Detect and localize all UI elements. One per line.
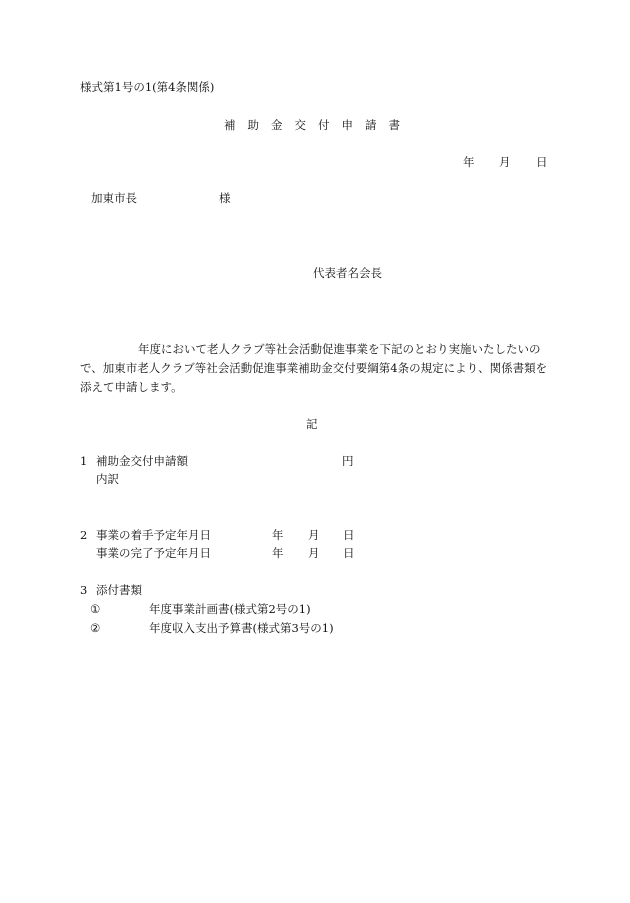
item-2-end-day: 日 [343, 546, 355, 560]
body-line-2: で、加東市老人クラブ等社会活動促進事業補助金交付要綱第4条の規定により、関係書類を [80, 361, 548, 375]
date-day: 日 [536, 155, 548, 169]
attachment-1-mark: ① [90, 602, 101, 616]
date-year: 年 [463, 155, 475, 169]
item-1-unit: 円 [342, 454, 354, 468]
item-2-end-label: 事業の完了予定年月日 [96, 546, 211, 560]
item-2-start-year: 年 [272, 528, 284, 542]
item-2-start-day: 日 [343, 528, 355, 542]
item-2-start-month: 月 [308, 528, 320, 542]
representative-label: 代表者名会長 [313, 266, 382, 280]
attachment-2-mark: ② [90, 621, 101, 635]
attachment-1-text: 年度事業計画書(様式第2号の1) [149, 602, 311, 616]
body-line-3: 添えて申請します。 [80, 380, 183, 394]
addressee-name: 加東市長 [91, 191, 137, 205]
item-2-start-label: 事業の着手予定年月日 [96, 528, 211, 542]
item-3-label: 添付書類 [96, 583, 142, 597]
document-title: 補助金交付申請書 [224, 118, 412, 132]
addressee-honorific: 様 [219, 191, 231, 205]
body-line-1: 年度において老人クラブ等社会活動促進事業を下記のとおり実施いたしたいの [138, 342, 541, 356]
attachment-2-text: 年度収入支出予算書(様式第3号の1) [149, 621, 334, 635]
ki-heading: 記 [306, 417, 318, 431]
item-1-number: 1 [80, 454, 88, 468]
item-1-sub: 内訳 [96, 472, 119, 486]
item-2-end-year: 年 [272, 546, 284, 560]
form-number: 様式第1号の1(第4条関係) [80, 80, 215, 94]
item-2-number: 2 [80, 528, 88, 542]
item-2-end-month: 月 [308, 546, 320, 560]
item-1-label: 補助金交付申請額 [96, 454, 188, 468]
date-month: 月 [499, 155, 511, 169]
item-3-number: 3 [80, 583, 88, 597]
